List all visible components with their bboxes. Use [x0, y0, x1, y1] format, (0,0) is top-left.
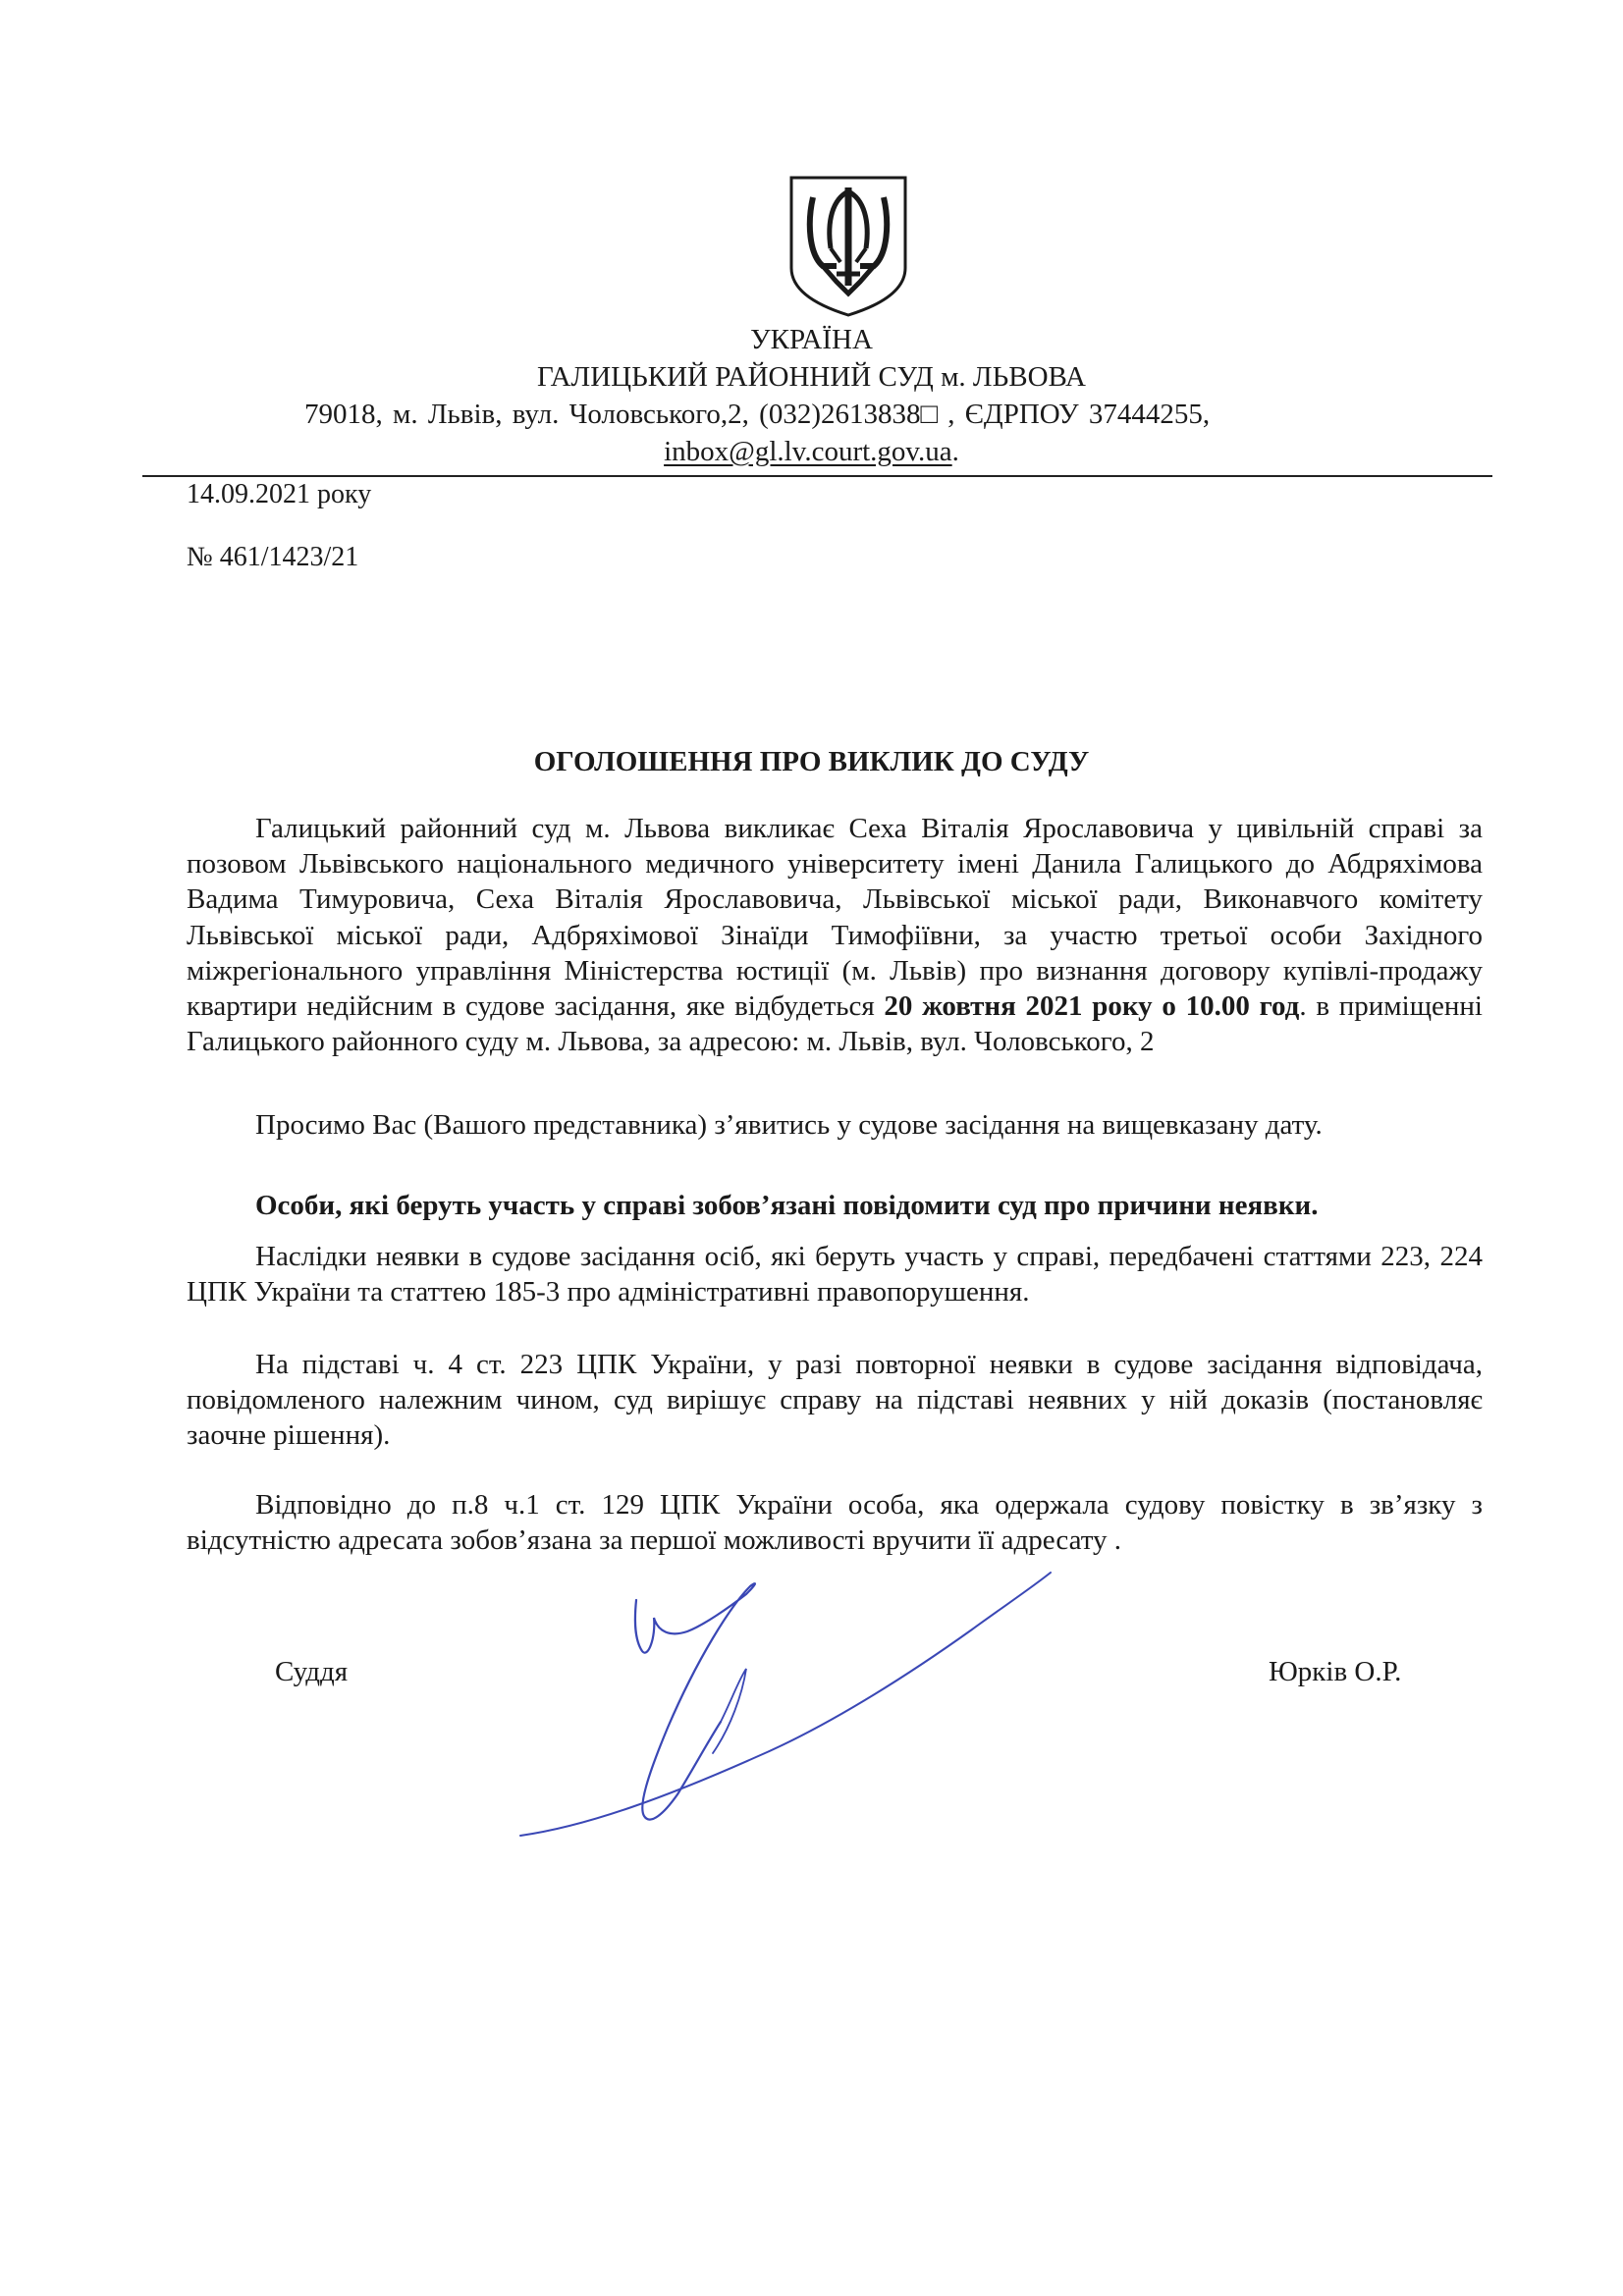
coat-of-arms-emblem: [785, 172, 911, 319]
paragraph-obligation: Особи, які беруть участь у справі зобов’язані повідомити суд про причини неявки.: [255, 1190, 1319, 1221]
judge-name: Юрків О.Р.: [1269, 1656, 1402, 1687]
court-address-line: 79018, м. Львів, вул. Чоловського,2, (032)2613838□ , ЄДРПОУ 37444255,: [304, 399, 1211, 430]
paragraph-summons-end: . в приміщенні Галицького районного суду м. Львова, за адресою: м. Львів, вул. Чоловського, 2: [187, 990, 1483, 1058]
case-number: № 461/1423/21: [187, 542, 359, 572]
hearing-datetime: 20 жовтня 2021 року о 10.00 год: [884, 990, 1300, 1023]
header-divider: [142, 475, 1492, 477]
document-title: ОГОЛОШЕННЯ ПРО ВИКЛИК ДО СУДУ: [533, 746, 1090, 777]
paragraph-consequences: Наслідки неявки в судове засідання осіб, які беруть участь у справі, передбачені статтями 223, 224 ЦПК України та статтею 185-3 про адміністративні правопорушення.: [187, 1241, 1483, 1308]
paragraph-default-judgment: На підставі ч. 4 ст. 223 ЦПК України, у разі повторної неявки в судове засідання відповідача, повідомленого належним чином, суд вирішує справу на підставі неявних у ній доказів (постановляє заочне рішення).: [187, 1349, 1483, 1452]
paragraph-summons-start: Галицький районний суд м. Львова викликає Сеха Віталія Ярославовича у цивільній справі за позовом Львівського національного медичного університету імені Данила Галицького до Абдряхімова Вадима Тимуровича, Сеха Віталія Ярославовича, Львівської міської ради, Виконавчого комітету Львівської міської ради, Адбряхімової Зінаїди Тимофіївни, за участю третьої особи Західного міжрегіонального управління Міністерства юстиції (м. Львів) про визнання договору купівлі-продажу квартири недійсним в судове засідання, яке відбудеться: [187, 813, 1483, 1023]
court-email-link[interactable]: inbox@gl.lv.court.gov.ua: [664, 436, 952, 467]
paragraph-summons: [187, 811, 1483, 1059]
country-heading: УКРАЇНА: [750, 324, 873, 355]
paragraph-request: Просимо Вас (Вашого представника) з’явитись у судове засідання на вищевказану дату.: [255, 1109, 1323, 1141]
email-suffix: .: [951, 436, 959, 467]
document-date: 14.09.2021 року: [187, 479, 372, 509]
paragraph-delivery: Відповідно до п.8 ч.1 ст. 129 ЦПК України особа, яка одержала судову повістку в зв’язку з відсутністю адресата зобов’язана за першої можливості вручити її адресату .: [187, 1489, 1483, 1557]
handwritten-signature: [511, 1512, 1060, 1855]
judge-label: Суддя: [275, 1656, 349, 1687]
email-line: [0, 434, 1623, 469]
court-name-heading: ГАЛИЦЬКИЙ РАЙОННИЙ СУД м. ЛЬВОВА: [536, 361, 1086, 393]
